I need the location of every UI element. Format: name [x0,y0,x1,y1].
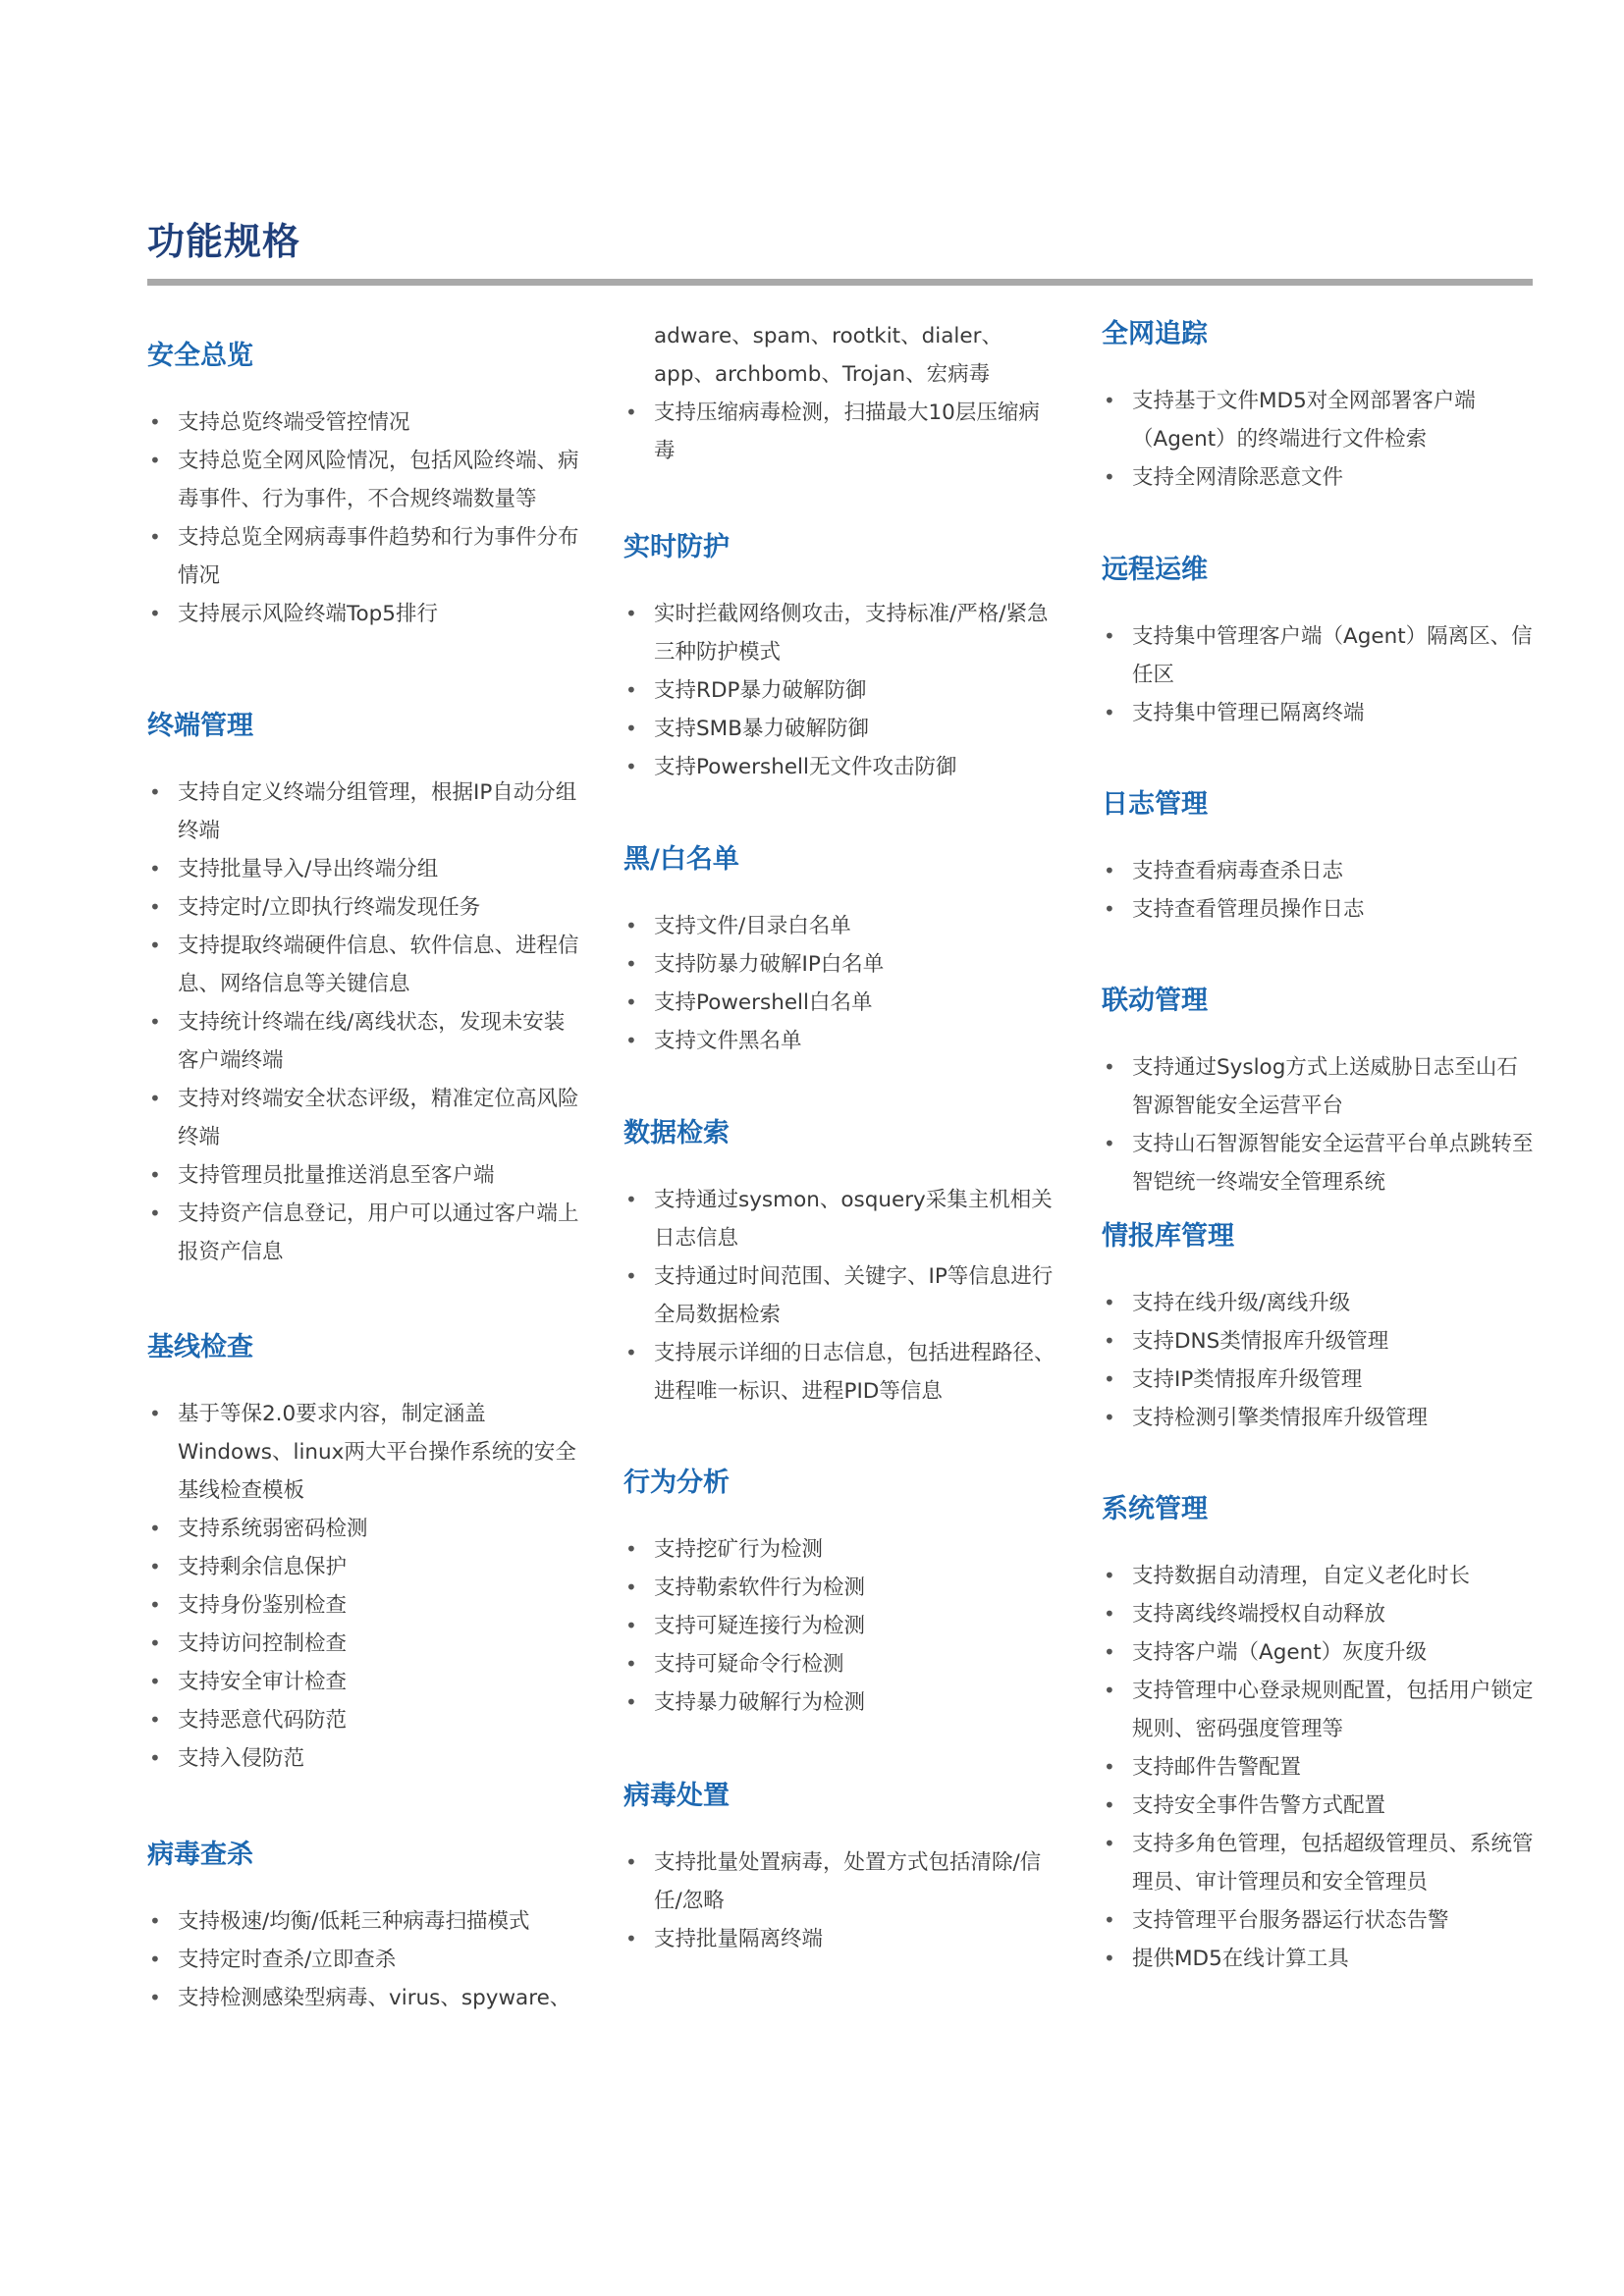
list-item: • 支持极速/均衡/低耗三种病毒扫描模式 [147,1902,579,1941]
section-endpoint-management [147,709,579,1271]
list-item: • 支持安全事件告警方式配置 [1102,1787,1534,1825]
list-item: • 支持通过Syslog方式上送威胁日志至山石智源智能安全运营平台 [1102,1048,1534,1125]
section-baseline-check [147,1330,579,1778]
list-item: • 支持基于文件MD5对全网部署客户端（Agent）的终端进行文件检索 [1102,382,1534,458]
list-item: • 支持文件黑名单 [623,1022,1056,1060]
bullet-list [623,317,1056,470]
list-item: • 支持数据自动清理，自定义老化时长 [1102,1557,1534,1595]
list-item: • 支持防暴力破解IP白名单 [623,945,1056,984]
list-item: • 支持自定义终端分组管理，根据IP自动分组终端 [147,774,579,850]
list-item: • 支持通过sysmon、osquery采集主机相关日志信息 [623,1181,1056,1257]
list-item: • 支持可疑连接行为检测 [623,1607,1056,1645]
list-item: • 支持IP类情报库升级管理 [1102,1361,1534,1399]
list-item: • 支持通过时间范围、关键字、IP等信息进行全局数据检索 [623,1257,1056,1334]
list-item: • 支持DNS类情报库升级管理 [1102,1322,1534,1361]
list-item: • 支持离线终端授权自动释放 [1102,1595,1534,1633]
section-heading: 远程运维 [1102,555,1208,585]
list-item: • 支持安全审计检查 [147,1663,579,1701]
section-heading: 情报库管理 [1102,1221,1234,1252]
section-remote-ops [1102,553,1534,732]
list-item: • 支持集中管理已隔离终端 [1102,694,1534,732]
bullet-list [1102,1284,1534,1437]
list-item: • 支持集中管理客户端（Agent）隔离区、信任区 [1102,617,1534,694]
list-item: • 支持SMB暴力破解防御 [623,710,1056,748]
list-item: • 支持在线升级/离线升级 [1102,1284,1534,1322]
bullet-list [1102,617,1534,732]
section-heading: 终端管理 [147,711,253,741]
list-item: • 支持管理中心登录规则配置，包括用户锁定规则、密码强度管理等 [1102,1672,1534,1748]
list-item: • 支持查看病毒查杀日志 [1102,852,1534,890]
bullet-list [623,1181,1056,1411]
section-virus-scan-continued [623,317,1056,470]
section-heading: 全网追踪 [1102,319,1208,349]
list-item: • 支持批量导入/导出终端分组 [147,850,579,888]
list-item: • 支持多角色管理，包括超级管理员、系统管理员、审计管理员和安全管理员 [1102,1825,1534,1901]
list-item: • 提供MD5在线计算工具 [1102,1940,1534,1978]
list-item: • 支持总览全网病毒事件趋势和行为事件分布情况 [147,518,579,595]
bullet-list [623,1843,1056,1958]
list-item: • 支持批量隔离终端 [623,1920,1056,1958]
section-heading: 实时防护 [623,532,730,562]
list-item: • 支持资产信息登记，用户可以通过客户端上报资产信息 [147,1195,579,1271]
section-heading: 病毒查杀 [147,1840,253,1870]
list-item: • 支持可疑命令行检测 [623,1645,1056,1683]
bullet-list [1102,852,1534,929]
list-item: • 支持客户端（Agent）灰度升级 [1102,1633,1534,1672]
section-heading: 联动管理 [1102,986,1208,1016]
list-item: • 支持剩余信息保护 [147,1548,579,1586]
bullet-list [147,1902,579,2017]
list-item: • 支持总览全网风险情况，包括风险终端、病毒事件、行为事件，不合规终端数量等 [147,442,579,518]
list-item: • 支持对终端安全状态评级，精准定位高风险终端 [147,1080,579,1156]
section-security-overview [147,339,579,633]
list-item: • 支持RDP暴力破解防御 [623,671,1056,710]
list-item: • 支持检测感染型病毒、virus、spyware、 [147,1979,579,2017]
list-item: • 支持总览终端受管控情况 [147,403,579,442]
list-item: • 支持暴力破解行为检测 [623,1683,1056,1722]
list-item: • 支持勒索软件行为检测 [623,1569,1056,1607]
section-behavior-analysis [623,1466,1056,1722]
list-item: • 支持恶意代码防范 [147,1701,579,1739]
list-item: • 支持Powershell无文件攻击防御 [623,748,1056,786]
list-item: • 支持检测引擎类情报库升级管理 [1102,1399,1534,1437]
section-data-search [623,1116,1056,1411]
section-virus-handling [623,1779,1056,1958]
list-item: • 支持统计终端在线/离线状态，发现未安装客户端终端 [147,1003,579,1080]
section-realtime-protection [623,530,1056,786]
title-divider [147,279,1533,286]
list-item: • 支持挖矿行为检测 [623,1530,1056,1569]
list-item: • 支持访问控制检查 [147,1625,579,1663]
bullet-list [623,595,1056,786]
section-heading: 系统管理 [1102,1494,1208,1524]
section-heading: 黑/白名单 [623,844,739,875]
list-item: • 支持文件/目录白名单 [623,907,1056,945]
list-item: • 支持邮件告警配置 [1102,1748,1534,1787]
list-item: • 支持全网清除恶意文件 [1102,458,1534,497]
section-heading: 数据检索 [623,1118,730,1148]
section-linkage-management [1102,984,1534,1201]
list-item: • 支持查看管理员操作日志 [1102,890,1534,929]
list-item: • 支持定时/立即执行终端发现任务 [147,888,579,927]
bullet-list [147,1395,579,1778]
section-heading: 病毒处置 [623,1781,730,1811]
list-item: • 支持身份鉴别检查 [147,1586,579,1625]
list-item: • 支持管理员批量推送消息至客户端 [147,1156,579,1195]
section-network-trace [1102,317,1534,497]
bullet-list [147,774,579,1271]
list-item: • 支持展示风险终端Top5排行 [147,595,579,633]
section-system-management [1102,1492,1534,1978]
section-heading: 安全总览 [147,341,253,371]
list-item: • 基于等保2.0要求内容，制定涵盖Windows、linux两大平台操作系统的安全基线检查模板 [147,1395,579,1510]
bullet-list [623,1530,1056,1722]
list-item: • 支持提取终端硬件信息、软件信息、进程信息、网络信息等关键信息 [147,927,579,1003]
bullet-list [1102,1557,1534,1978]
list-item: • 支持系统弱密码检测 [147,1510,579,1548]
section-heading: 日志管理 [1102,789,1208,820]
page-title: 功能规格 [147,220,301,263]
bullet-list [1102,1048,1534,1201]
list-item: • 支持定时查杀/立即查杀 [147,1941,579,1979]
list-item: • 实时拦截网络侧攻击，支持标准/严格/紧急三种防护模式 [623,595,1056,671]
bullet-list [1102,382,1534,497]
list-item: • 支持山石智源智能安全运营平台单点跳转至智铠统一终端安全管理系统 [1102,1125,1534,1201]
list-item: • 支持Powershell白名单 [623,984,1056,1022]
section-virus-scan [147,1838,579,2017]
section-log-management [1102,787,1534,929]
section-black-white-list [623,842,1056,1060]
list-item: • 支持展示详细的日志信息，包括进程路径、进程唯一标识、进程PID等信息 [623,1334,1056,1411]
section-heading: 行为分析 [623,1468,730,1498]
list-item: • 支持入侵防范 [147,1739,579,1778]
section-heading: 基线检查 [147,1332,253,1362]
list-item: • 支持批量处置病毒，处置方式包括清除/信任/忽略 [623,1843,1056,1920]
list-item-continued: adware、spam、rootkit、dialer、app、archbomb、Trojan、宏病毒 [654,324,1002,387]
section-intel-management [1102,1219,1534,1437]
list-item: • 支持压缩病毒检测，扫描最大10层压缩病毒 [623,394,1056,470]
bullet-list [623,907,1056,1060]
bullet-list [147,403,579,633]
list-item: • 支持管理平台服务器运行状态告警 [1102,1901,1534,1940]
